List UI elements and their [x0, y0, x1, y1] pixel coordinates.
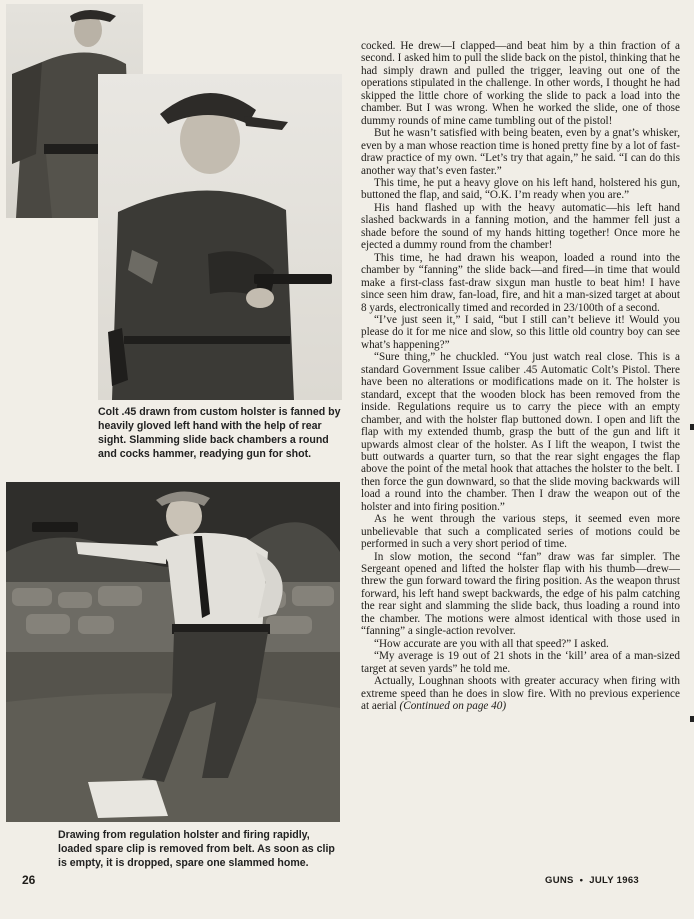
- article-paragraph-last: [361, 675, 680, 712]
- article-paragraph: “Sure thing,” he chuckled. “You just watch real close. This is a standard Government Issue caliber .45 Automatic Colt’s Pistol. There have been no alterations or modifications made on it. The holster is standard, except that the wooden block has been removed from the inside. Regulations require us to carry the piece with an empty chamber, and with the holster flap buttoned down. I open and lift the flap with my extended thumb, grasp the butt of the gun and lift it upwards almost clear of the holster. As I lift the weapon, I twist the butt outwards a quarter turn, so that the rear sight engages the flap above the point of the metal hook that attaches the holster to the belt. I then force the gun downward, so that the slide moving backwards will load a round into the chamber. Then I draw the weapon out of the holster and into firing position.”: [361, 351, 680, 513]
- article-paragraph: But he wasn’t satisfied with being beaten, even by a gnat’s whisker, even by a man whose reaction time is honed pretty fine by a lot of fast-draw practice of my own. “Let’s try that again,” he said. “I can do this another way that’s even faster.”: [361, 127, 680, 177]
- issue-date: JULY 1963: [589, 875, 640, 886]
- edge-mark: [690, 424, 694, 430]
- article-paragraph: His hand flashed up with the heavy automatic—his left hand slashed backwards in a fanning motion, and the hammer fell just a shade before the sound of my hands hitting together! Once more he ejected a dummy round from the chamber!: [361, 201, 680, 252]
- magazine-name: GUNS: [545, 875, 574, 886]
- photo-outdoor-firing: [6, 482, 340, 822]
- article-paragraph: As he went through the various steps, it seemed even more unbelievable that such a complicated series of motions could be performed in such a very short period of time.: [361, 513, 680, 551]
- article-paragraph: “My average is 19 out of 21 shots in the ‘kill’ area of a man-sized target at seven yards” he told me.: [361, 650, 680, 675]
- continued-note[interactable]: (Continued on page 40): [399, 700, 507, 713]
- article-paragraph: “I’ve just seen it,” I said, “but I still can’t believe it! Would you please do it for me nice and slow, so this little old country boy can see what’s happening?”: [361, 313, 680, 351]
- article-paragraph: cocked. He drew—I clapped—and beat him by a thin fraction of a second. I asked him to pull the slide back on the pistol, thinking that he had simply drawn and pulled the trigger, leaving out one of the operations stipulated in the challenge. In other words, I thought he had skipped the little chore of working the slide to pack a load into the chamber. But I was wrong. When he worked the slide, one of those dummy rounds of mine came tumbling out of the pistol!: [361, 40, 680, 127]
- article-paragraph: This time, he put a heavy glove on his left hand, holstered his gun, buttoned the flap, and said, “O.K. I’m ready when you are.”: [361, 176, 680, 202]
- article-column: [361, 40, 680, 712]
- caption-top: Colt .45 drawn from custom holster is fanned by heavily gloved left hand with the help of rear sight. Slamming slide back chambers a round and cocks hammer, readying gun for shot.: [98, 406, 341, 460]
- edge-mark: [690, 716, 694, 722]
- photo-colt-fanned: [98, 74, 342, 400]
- running-footer: [545, 875, 639, 886]
- article-paragraph-text: Actually, Loughnan shoots with greater accuracy when firing with extreme speed than he does in slow fire. With no previous experience at aerial: [361, 675, 680, 713]
- caption-bottom: Drawing from regulation holster and firing rapidly, loaded spare clip is removed from belt. As soon as clip is empty, it is dropped, spare one slammed home.: [58, 829, 335, 869]
- separator-dot: •: [579, 875, 584, 886]
- page-number: 26: [22, 873, 36, 887]
- article-paragraph: “How accurate are you with all that speed?” I asked.: [374, 637, 609, 650]
- article-paragraph: In slow motion, the second “fan” draw was far simpler. The Sergeant opened and lifted the holster flap with his thumb—drew—threw the gun forward toward the firing position. As the weapon thrust forward, his left hand swept backwards, the edge of his palm catching the rear sight and slamming the slide back, thus loading a round into the chamber. The motions were almost identical with those used in “fanning” a single-action revolver.: [361, 550, 680, 638]
- article-paragraph: This time, he had drawn his weapon, loaded a round into the chamber by “fanning” the slide back—and fired—in time that would make a first-class fast-draw sixgun man hustle to beat him! I have since seen him draw, fan-load, fire, and hit a man-sized target at about 8 yards, electronically timed and recorded in 23/100th of a second.: [361, 251, 680, 314]
